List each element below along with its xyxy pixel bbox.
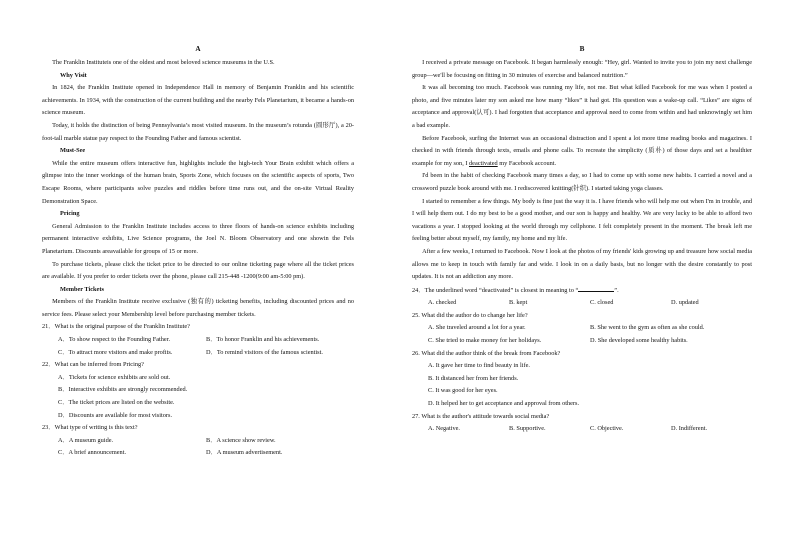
question-options bbox=[412, 360, 752, 410]
question-options bbox=[412, 423, 752, 436]
member-tickets-title: Member Tickets bbox=[60, 285, 104, 293]
option-a: A. checked bbox=[428, 299, 457, 307]
must-see-paragraph: While the entire museum offers interactive fun, highlights include the high-tech Your Brain exhibit which offers a glimpse into the inner workings of the human brain, Sports Zone, which focuses on the scientific aspects of sports, Two Escape Rooms, where participants solve puzzles and riddles before time runs out, and the on-site Virtual Reality Demonstration Space. bbox=[42, 159, 354, 205]
why-visit-paragraph-1: In 1824, the Franklin Institute opened in Independence Hall in memory of Benjamin Franklin and his scientific achievements. In 1934, with the construction of the current building and the nearby Fels Planetarium, it became a hands-on science museum. bbox=[42, 84, 354, 117]
question-stem: 26. What did the author think of the break from Facebook? bbox=[412, 349, 561, 357]
question-stem bbox=[412, 284, 752, 298]
question-26 bbox=[412, 348, 752, 411]
option-c: C. closed bbox=[590, 299, 614, 307]
paragraph-3-end: my Facebook account. bbox=[497, 159, 557, 167]
member-tickets-paragraph: Members of the Franklin Institute receive exclusive (独有的) ticketing benefits, including discounted prices and no service fees. Please select your Membership level before purchasing member tickets. bbox=[42, 298, 354, 318]
question-stem: 21．What is the original purpose of the Franklin Institute? bbox=[42, 323, 190, 331]
passage-b-paragraph-3 bbox=[412, 133, 752, 171]
option-c: C．To attract more visitors and make profits. bbox=[58, 348, 173, 356]
question-stem: 27. What is the author's attitude towards social media? bbox=[412, 412, 550, 420]
option-d: D．To remind visitors of the famous scientist. bbox=[206, 348, 323, 356]
option-a: A．Tickets for science exhibits are sold out. bbox=[58, 373, 171, 381]
question-options bbox=[412, 297, 752, 310]
option-b: B. It distanced her from her friends. bbox=[428, 374, 519, 382]
question-22 bbox=[42, 359, 354, 422]
option-b: B．Interactive exhibits are strongly recommended. bbox=[58, 386, 188, 394]
option-c: C. Objective. bbox=[590, 425, 624, 433]
passage-b-column bbox=[412, 44, 752, 436]
option-a: A. It gave her time to find beauty in life. bbox=[428, 362, 530, 370]
option-a: A. She traveled around a lot for a year. bbox=[428, 324, 526, 332]
option-a: A. Negative. bbox=[428, 425, 460, 433]
pricing-paragraph-2: To purchase tickets, please click the ticket price to be directed to our online ticketing page where all the ticket prices are available. If you prefer to order tickets over the phone, please call 215-448 -1200(9:00 am-5:00 pm). bbox=[42, 260, 354, 281]
passage-a-heading: A bbox=[195, 45, 201, 53]
option-c: C．A brief announcement. bbox=[58, 449, 127, 457]
question-24 bbox=[412, 284, 752, 310]
question-25 bbox=[412, 310, 752, 348]
passage-a-column bbox=[42, 44, 354, 460]
question-options bbox=[42, 435, 354, 460]
option-d: D．Discounts are available for most visitors. bbox=[58, 411, 173, 419]
why-visit-title: Why Visit bbox=[60, 71, 87, 79]
option-b: B．A science show review. bbox=[206, 436, 276, 444]
question-stem: 25. What did the author do to change her life? bbox=[412, 311, 528, 319]
question-21 bbox=[42, 321, 354, 359]
passage-a-intro: The Franklin Instituteis one of the oldest and most beloved science museums in the U.S. bbox=[52, 59, 275, 66]
option-b: B．To honor Franklin and his achievements. bbox=[206, 336, 320, 344]
option-b: B. kept bbox=[509, 299, 528, 307]
passage-b-paragraph-5: I started to remember a few things. My body is fine just the way it is. I have friends who will help me out when I'm in trouble, and I will help them out. I do my best to be a good mother, and our son is happy and healthy. We are very lucky to be able to afford two vacations a year. I stopped looking at the world through my cellphone. I felt completely present in the moment. The break left me feeling better about myself, my family, my home and my life. bbox=[412, 197, 752, 243]
option-d: D. She developed some healthy habits. bbox=[590, 337, 688, 345]
option-a: A．To show respect to the Founding Father. bbox=[58, 336, 171, 344]
option-d: D. updated bbox=[671, 299, 699, 307]
option-d: D. It helped her to get acceptance and approval from others. bbox=[428, 400, 580, 408]
pricing-title: Pricing bbox=[60, 210, 80, 218]
question-stem: 22．What can be inferred from Pricing? bbox=[42, 361, 144, 369]
underlined-word: deactivated bbox=[469, 159, 498, 167]
option-c: C. She tried to make money for her holidays. bbox=[428, 337, 542, 345]
paragraph-3-start: Before Facebook, surfing the Internet was an occasional distraction and I spent a lot more time reading books and magazines. I checked in with friends through texts, emails and phone calls. To recreate the simplicity (质朴) of those days and set a healthier example for my son, I bbox=[412, 134, 752, 167]
must-see-title: Must-See bbox=[60, 147, 86, 155]
stem-end: ”. bbox=[614, 286, 619, 294]
option-b: B. Supportive. bbox=[509, 425, 546, 433]
option-d: D．A museum advertisement. bbox=[206, 449, 283, 457]
option-a: A．A museum guide. bbox=[58, 436, 114, 444]
option-b: B. She went to the gym as often as she could. bbox=[590, 324, 705, 332]
question-options bbox=[42, 372, 354, 422]
question-27 bbox=[412, 411, 752, 436]
stem-start: 24．The underlined word “deactivated” is closest in meaning to “ bbox=[412, 286, 579, 294]
passage-b-paragraph-4: I'd been in the habit of checking Facebook many times a day, so I had to come up with some new habits. I carried a novel and a crossword puzzle book around with me. I rediscovered knitting(针织). I started taking yoga classes. bbox=[412, 172, 752, 192]
question-23 bbox=[42, 422, 354, 460]
passage-b-paragraph-2: It was all becoming too much. Facebook was running my life, not me. But what killed Facebook for me was when I posted a photo, and five minutes later my son asked me how many “likes” it had got. His question was a wake-up call. “Likes” are signs of acceptance and approval(认可). I had forgotten that acceptance and approval need to come from within and had unknowingly set him a bad example. bbox=[412, 84, 752, 129]
question-options bbox=[42, 334, 354, 359]
pricing-paragraph-1: General Admission to the Franklin Institute includes access to three floors of hands-on science exhibits including permanent interactive exhibits, Live Science programs, the Joel N. Bloom Observatory and one showin the Fels Planetarium. Discounts areavailable for groups of 15 or more. bbox=[42, 222, 354, 255]
passage-b-heading: B bbox=[579, 45, 585, 53]
option-c: C．The ticket prices are listed on the website. bbox=[58, 399, 175, 407]
option-d: D. Indifferent. bbox=[671, 425, 708, 433]
question-options bbox=[412, 322, 752, 347]
answer-blank bbox=[578, 284, 614, 292]
question-stem: 23．What type of writing is this text? bbox=[42, 424, 138, 432]
why-visit-paragraph-2: Today, it holds the distinction of being Pennsylvania’s most visited museum. In the museum’s rotunda (圆形厅), a 20-foot-tall marble statue pay respect to the Founding Father and famous scientist. bbox=[42, 121, 354, 142]
option-c: C. It was good for her eyes. bbox=[428, 387, 498, 395]
passage-b-paragraph-6: After a few weeks, I returned to Facebook. Now I look at the photos of my friends' kids growing up and treasure how social media allows me to keep in touch with family far and wide. I look in on a daily basis, but no longer with the desire constantly to post updates. It is not an addiction any more. bbox=[412, 247, 752, 281]
passage-b-paragraph-1: I received a private message on Facebook. It began harmlessly enough: “Hey, girl. Wanted to invite you to join my next challenge group—we'll be focusing on fitting in 30 minutes of exercise and balanced nutrition.” bbox=[412, 59, 752, 79]
